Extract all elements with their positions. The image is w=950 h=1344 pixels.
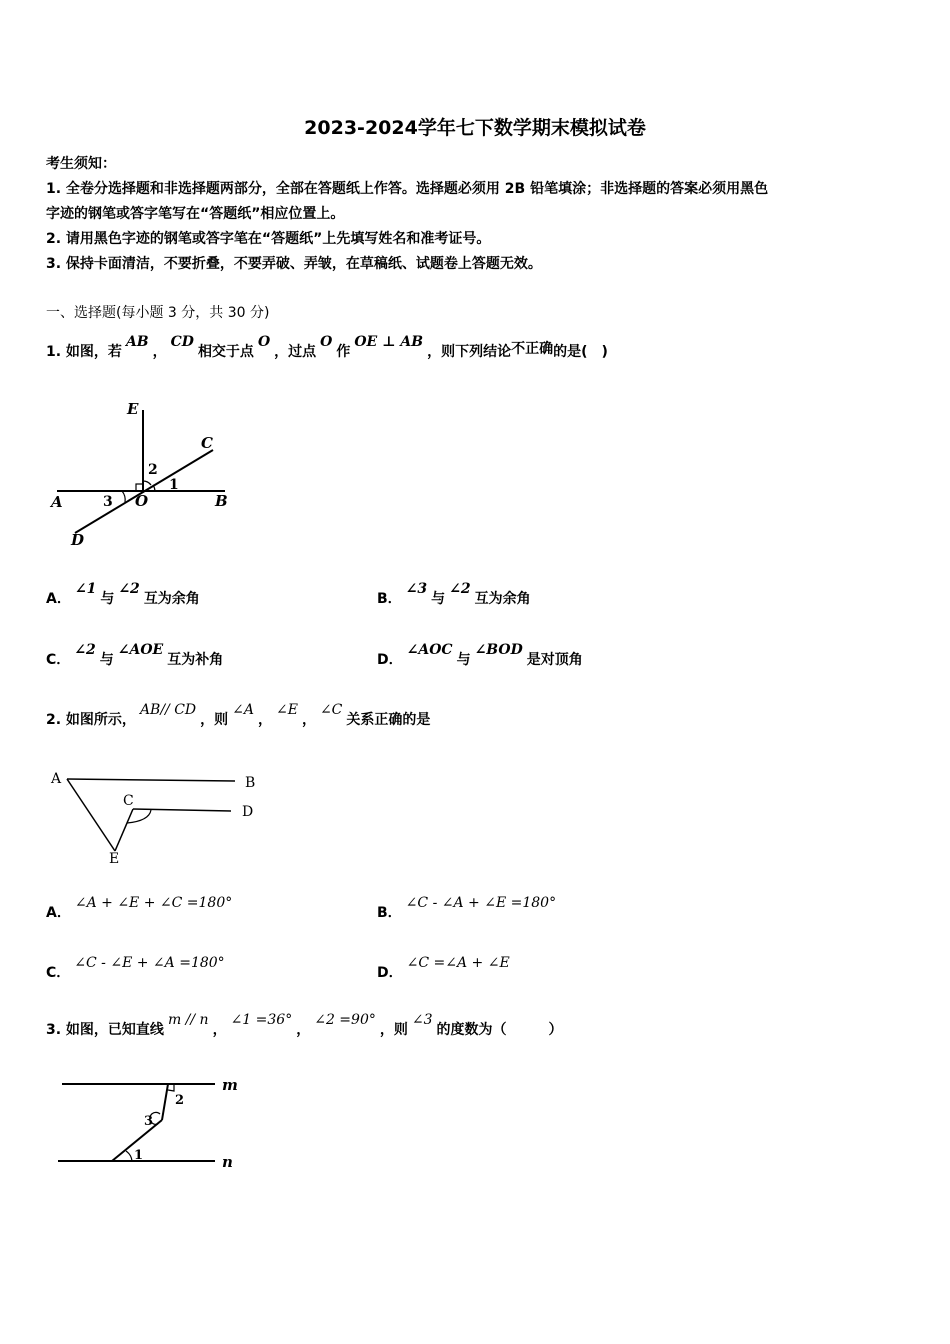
angle-1-arc [126, 1151, 132, 1161]
line-ab [67, 779, 235, 781]
page-title: 2023-2024学年七下数学期末模拟试卷 [304, 117, 646, 139]
label-angle-3: 3 [103, 494, 113, 510]
option-text-1: 与 [99, 652, 114, 668]
q2-option-c[interactable] [46, 955, 229, 982]
q2-math-parallel: AB// CD [139, 702, 197, 718]
q1-text-3: ，过点 [274, 344, 317, 360]
q3-text-1: ， [212, 1022, 227, 1038]
notice-line-1a: 1. 全卷分选择题和非选择题两部分，全部在答题纸上作答。选择题必须用 2B 铅笔填涂；非选择题的答案必须用黑色 [46, 181, 769, 197]
q1-text-5: ，则下列结论 [427, 344, 512, 360]
label-angle-2: 2 [175, 1093, 185, 1108]
option-math-2: ∠BOD [474, 642, 523, 658]
label-angle-1: 1 [134, 1148, 144, 1163]
q2-text-3: ， [301, 712, 316, 728]
right-angle-mark [168, 1085, 174, 1091]
segment-upper [162, 1084, 168, 1120]
label-angle-2: 2 [148, 462, 158, 478]
option-letter: C． [46, 652, 71, 668]
label-b: B [245, 775, 256, 791]
label-d: D [71, 531, 85, 549]
q2-option-b[interactable] [377, 895, 560, 922]
q1-math-perp: OE ⊥ AB [354, 334, 424, 350]
option-expression: ∠C =∠A + ∠E [406, 955, 510, 971]
label-e: E [109, 851, 120, 867]
line-cd [133, 809, 231, 811]
q2-math-e: ∠E [276, 702, 298, 718]
q1-option-d[interactable] [377, 642, 583, 669]
question-3 [46, 1012, 563, 1039]
q2-number: 2. 如图所示， [46, 712, 136, 728]
q2-figure [45, 765, 265, 870]
label-c: C [123, 793, 134, 809]
notice-heading: 考生须知： [46, 156, 116, 172]
question-2 [46, 702, 431, 729]
option-math-1: ∠AOC [406, 642, 453, 658]
q1-sep: ， [152, 344, 167, 360]
q3-text-4: 的度数为（ ） [436, 1022, 563, 1038]
q1-text-7: 的是( ) [553, 344, 608, 360]
option-math-1: ∠1 [74, 581, 97, 597]
line-ec [115, 809, 133, 851]
option-letter: C． [46, 965, 71, 981]
q1-math-o: O [257, 334, 271, 350]
q1-option-c[interactable] [46, 642, 224, 669]
label-angle-3: 3 [144, 1114, 154, 1129]
option-text-1: 与 [100, 591, 115, 607]
option-text-2: 互为余角 [474, 591, 531, 607]
q3-number: 3. 如图，已知直线 [46, 1022, 164, 1038]
label-e: E [127, 400, 139, 418]
q2-math-c: ∠C [319, 702, 343, 718]
option-letter: A． [46, 591, 71, 607]
option-text-2: 互为余角 [143, 591, 200, 607]
angle-2-arc [143, 481, 151, 485]
angle-3-arc [122, 491, 125, 502]
label-angle-1: 1 [169, 477, 179, 493]
q2-text-4: 关系正确的是 [346, 712, 431, 728]
option-letter: B． [377, 905, 402, 921]
option-letter: A． [46, 905, 71, 921]
option-text-2: 是对顶角 [526, 652, 583, 668]
q1-number: 1. 如图，若 [46, 344, 122, 360]
option-math-1: ∠2 [74, 642, 96, 658]
option-letter: B． [377, 591, 402, 607]
option-text-1: 与 [456, 652, 471, 668]
q2-text-1: ，则 [200, 712, 229, 728]
q1-option-a[interactable] [46, 581, 200, 608]
label-m: m [222, 1076, 238, 1094]
q1-text-4: 作 [336, 344, 351, 360]
q1-figure [45, 398, 245, 550]
q2-text-2: ， [258, 712, 272, 728]
q1-math-cd: CD [170, 334, 194, 350]
notice-line-1b: 字迹的钢笔或答字笔写在“答题纸”相应位置上。 [46, 206, 345, 222]
option-expression: ∠C - ∠E + ∠A =180° [74, 955, 225, 971]
q2-option-d[interactable] [377, 955, 514, 982]
label-b: B [215, 492, 228, 510]
label-n: n [222, 1153, 233, 1171]
section-heading: 一、选择题(每小题 3 分，共 30 分) [46, 305, 270, 321]
question-1 [46, 334, 608, 361]
q3-figure [50, 1070, 250, 1175]
notice-line-3: 3. 保持卡面清洁，不要折叠，不要弄破、弄皱，在草稿纸、试题卷上答题无效。 [46, 256, 542, 272]
q1-math-ab: AB [125, 334, 149, 350]
label-a: A [51, 493, 63, 511]
label-c: C [201, 434, 213, 452]
option-letter: D． [377, 652, 403, 668]
q1-math-o2: O [320, 334, 333, 350]
option-letter: D． [377, 965, 403, 981]
option-text-1: 与 [431, 591, 446, 607]
q3-text-2: ， [296, 1022, 311, 1038]
option-math-2: ∠AOE [117, 642, 164, 658]
option-expression: ∠C - ∠A + ∠E =180° [405, 895, 557, 911]
option-expression: ∠A + ∠E + ∠C =180° [74, 895, 233, 911]
q1-text-6: 不正确 [511, 341, 554, 357]
option-math-2: ∠2 [449, 581, 471, 597]
option-math-2: ∠2 [118, 581, 140, 597]
q3-math-parallel: m // n [167, 1012, 209, 1028]
option-text-2: 互为补角 [167, 652, 224, 668]
line-ae [67, 779, 115, 851]
q1-text-2: 相交于点 [197, 344, 254, 360]
option-math-1: ∠3 [405, 581, 428, 597]
notice-line-2: 2. 请用黑色字迹的钢笔或答字笔在“答题纸”上先填写姓名和准考证号。 [46, 231, 491, 247]
q3-math-angle-3: ∠3 [411, 1012, 433, 1028]
q1-option-b[interactable] [377, 581, 531, 608]
label-d: D [242, 804, 254, 820]
q3-text-3: ，则 [379, 1022, 408, 1038]
q2-option-a[interactable] [46, 895, 236, 922]
label-o: O [135, 492, 149, 510]
right-angle-mark [136, 484, 143, 491]
q2-math-a: ∠A [232, 702, 254, 718]
q3-math-angle-2: ∠2 =90° [314, 1012, 376, 1028]
q3-math-angle-1: ∠1 =36° [230, 1012, 293, 1028]
label-a: A [51, 771, 62, 787]
